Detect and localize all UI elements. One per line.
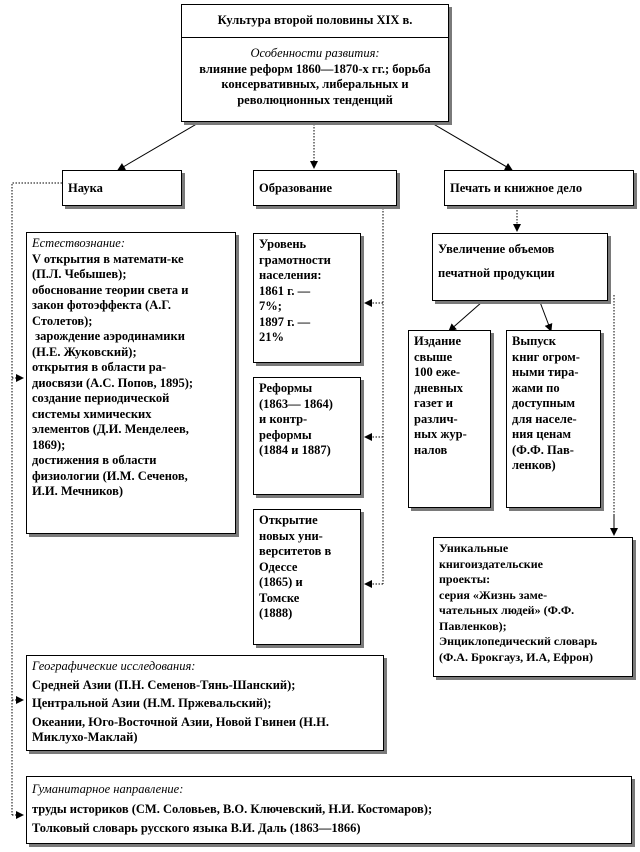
vypusk-line: ными тира- — [512, 365, 579, 379]
vypusk-line: (Ф.Ф. Пав- — [512, 442, 574, 457]
obraz-box — [253, 170, 397, 206]
estest-line: 1869); — [32, 437, 66, 452]
vypusk-line: ния ценам — [512, 427, 572, 441]
izdanie-line: ных жур- — [414, 427, 467, 441]
izdanie-line: налов — [414, 442, 448, 457]
izdanie-box — [408, 330, 491, 508]
estest-line: физиологии (И.М. Сеченов, — [32, 468, 188, 483]
estest-box — [26, 232, 236, 534]
otkrytie-line: Томске — [259, 590, 300, 605]
uroven-line: грамотности — [259, 252, 331, 267]
estest-line: системы химических — [32, 406, 152, 421]
estest-line: (Н.Е. Жуковский); — [32, 344, 137, 359]
gum-line: труды историков (СМ. Соловьев, В.О. Ключевский, Н.И. Костомаров); — [32, 801, 433, 816]
obraz-title: Образование — [259, 181, 333, 195]
uvel-line: Увеличение объемов — [438, 242, 555, 256]
otkrytie-line: Одессе — [259, 559, 298, 574]
vypusk-line: книг огром- — [512, 349, 580, 364]
top-box — [181, 4, 449, 122]
otkrytie-line: новых уни- — [259, 528, 323, 543]
estest-line: обоснование теории света и — [32, 282, 189, 297]
gum-heading: Гуманитарное направление: — [32, 782, 184, 796]
vypusk-line: ленков) — [512, 458, 556, 472]
unik-line: Уникальные — [439, 541, 509, 555]
reformy-line: (1884 и 1887) — [259, 443, 331, 457]
estest-line: (П.Л. Чебышев); — [32, 267, 127, 281]
unik-line: серия «Жизнь заме- — [439, 587, 548, 602]
top-subtitle: Особенности развития: — [250, 46, 380, 60]
izdanie-line: 100 еже- — [414, 365, 461, 379]
otkrytie-line: (1888) — [259, 606, 293, 620]
pechat-box — [444, 170, 634, 206]
estest-line: диосвязи (А.С. Попов, 1895); — [32, 375, 194, 390]
estest-line: зарождение аэродинамики — [32, 329, 185, 343]
arrow-uvel-to-vypusk — [540, 302, 551, 331]
reformy-box — [253, 377, 361, 495]
reformy-line: реформы — [259, 427, 312, 442]
izdanie-line: свыше — [414, 349, 453, 364]
uroven-line: 7%; — [259, 299, 282, 313]
arrow-top-to-pechat — [430, 122, 512, 170]
arrow-uvel-to-izdanie — [449, 302, 482, 331]
vypusk-line: жами по — [512, 380, 560, 395]
reformy-line: и контр- — [259, 412, 308, 426]
top-line: влияние реформ 1860—1870-х гг.; борьба — [199, 61, 431, 76]
estest-line: открытия в области ра- — [32, 360, 167, 374]
geo-line: Океании, Юго-Восточной Азии, Новой Гвинеи (Н.Н. — [32, 714, 329, 729]
uroven-box — [253, 233, 361, 363]
unik-line: проекты: — [439, 572, 491, 586]
uvel-box — [432, 233, 608, 301]
izdanie-line: газет и — [414, 396, 453, 410]
vypusk-line: доступным — [512, 396, 576, 410]
arrow-top-to-nauka — [118, 122, 200, 170]
estest-line: элементов (Д.И. Менделеев, — [32, 422, 189, 436]
estest-line: Столетов); — [32, 313, 93, 328]
estest-line: И.И. Мечников) — [32, 484, 124, 498]
uroven-line: 1861 г. — — [259, 283, 311, 298]
reformy-line: (1863— 1864) — [259, 396, 333, 411]
top-line: консервативных, либеральных и — [221, 77, 409, 91]
unik-box — [433, 537, 633, 677]
geo-line: Миклухо-Маклай) — [32, 730, 138, 744]
otkrytie-box — [253, 509, 361, 645]
reformy-line: Реформы — [259, 381, 313, 395]
estest-line: создание периодической — [32, 391, 170, 405]
otkrytie-line: Открытие — [259, 513, 318, 527]
nauka-title: Наука — [68, 181, 103, 195]
unik-line: Павленков); — [439, 618, 507, 633]
nauka-box — [62, 170, 182, 206]
top-line: революционных тенденций — [237, 92, 393, 107]
top-title: Культура второй половины XIX в. — [182, 5, 448, 38]
geo-box — [26, 655, 384, 751]
estest-heading: Естествознание: — [32, 236, 126, 250]
gum-line: Толковый словарь русского языка В.И. Даль (1863—1866) — [32, 821, 361, 835]
vypusk-box — [506, 330, 601, 508]
uroven-line: Уровень — [259, 237, 307, 251]
otkrytie-line: (1865) и — [259, 575, 303, 589]
izdanie-line: различ- — [414, 411, 458, 426]
unik-line: чательных людей» (Ф.Ф. — [439, 603, 575, 617]
pechat-title: Печать и книжное дело — [450, 181, 583, 195]
geo-heading: Географические исследования: — [32, 659, 196, 673]
izdanie-line: дневных — [414, 380, 464, 395]
uroven-line: населения: — [259, 268, 322, 282]
uroven-line: 21% — [259, 330, 284, 344]
izdanie-line: Издание — [414, 334, 462, 348]
geo-line: Центральной Азии (Н.М. Пржевальский); — [32, 696, 272, 710]
otkrytie-line: верситетов в — [259, 544, 332, 558]
uroven-line: 1897 г. — — [259, 314, 311, 329]
estest-line: V открытия в математи-ке — [32, 251, 184, 266]
vypusk-line: для населе- — [512, 411, 577, 426]
unik-line: Энциклопедический словарь — [439, 634, 598, 648]
uvel-line: печатной продукции — [438, 265, 555, 280]
geo-line: Средней Азии (П.Н. Семенов-Тянь-Шанский); — [32, 677, 296, 692]
estest-line: достижения в области — [32, 453, 157, 467]
gum-box — [26, 776, 632, 844]
unik-line: (Ф.А. Брокгауз, И.А, Ефрон) — [439, 649, 594, 664]
vypusk-line: Выпуск — [512, 334, 556, 348]
unik-line: книгоиздательские — [439, 556, 543, 571]
estest-line: закон фотоэффекта (А.Г. — [32, 298, 172, 312]
